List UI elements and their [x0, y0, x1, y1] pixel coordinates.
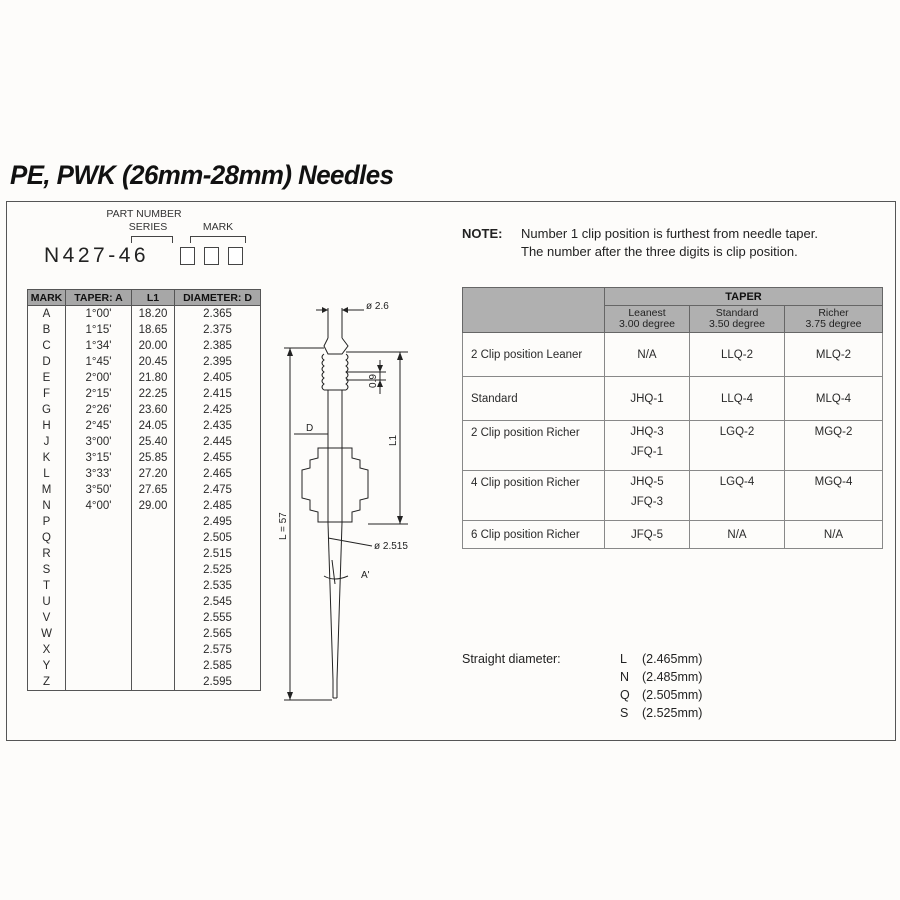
- table-row: [28, 658, 261, 674]
- diameter-value: (2.485mm): [642, 670, 703, 684]
- cell-taper-value: [785, 333, 883, 377]
- cell-taper: [66, 562, 132, 578]
- cell-taper-value: [690, 333, 785, 377]
- cell-taper: [66, 578, 132, 594]
- page-title: PE, PWK (26mm-28mm) Needles: [10, 160, 394, 190]
- needle-code: JHQ-3: [630, 426, 664, 438]
- cell-taper-value: [690, 421, 785, 471]
- col-standard-name: Standard: [715, 307, 759, 319]
- cell-mark: S: [28, 562, 66, 578]
- cell-l1: 23.60: [132, 402, 175, 418]
- diameter-mark: N: [620, 670, 630, 684]
- total-length-label: L = 57: [278, 512, 289, 540]
- cell-l1: 25.85: [132, 450, 175, 466]
- cell-taper: 1°34': [66, 338, 132, 354]
- mark-label: MARK: [202, 221, 234, 233]
- diameter-mark: L: [620, 652, 627, 666]
- col-leanest-degree: 3.00 degree: [618, 318, 676, 330]
- needle-code: MLQ-2: [815, 348, 852, 361]
- table-row: [463, 377, 883, 421]
- table-row: [28, 434, 261, 450]
- cell-taper: 4°00': [66, 498, 132, 514]
- header-taper: TAPER: A: [66, 290, 132, 306]
- list-item: [620, 706, 702, 720]
- cell-mark: A: [28, 306, 66, 323]
- cell-diameter: 2.515: [175, 546, 261, 562]
- cell-mark: L: [28, 466, 66, 482]
- cell-diameter: 2.545: [175, 594, 261, 610]
- cell-taper-value: [785, 471, 883, 521]
- cell-l1: 20.00: [132, 338, 175, 354]
- cell-l1: [132, 562, 175, 578]
- table-row: [28, 498, 261, 514]
- cell-mark: Z: [28, 674, 66, 691]
- cell-diameter: 2.405: [175, 370, 261, 386]
- cell-mark: W: [28, 626, 66, 642]
- table-row: [28, 594, 261, 610]
- col-richer-name: Richer: [818, 307, 849, 319]
- taper-group-header: TAPER: [605, 288, 883, 306]
- straight-diameter-label: Straight diameter:: [462, 652, 561, 666]
- col-richer-degree: 3.75 degree: [805, 318, 862, 330]
- needle-code: JHQ-5: [630, 476, 664, 488]
- cell-taper: 2°15': [66, 386, 132, 402]
- cell-taper: 3°15': [66, 450, 132, 466]
- needle-code: JFQ-3: [631, 496, 663, 508]
- cell-diameter: 2.395: [175, 354, 261, 370]
- cell-mark: Q: [28, 530, 66, 546]
- cell-taper-value: [605, 421, 690, 471]
- taper-angle-label: A': [361, 570, 370, 581]
- cell-mark: N: [28, 498, 66, 514]
- part-box-3: [228, 247, 243, 265]
- part-box-1: [180, 247, 195, 265]
- cell-taper: [66, 674, 132, 691]
- cell-mark: T: [28, 578, 66, 594]
- cell-mark: D: [28, 354, 66, 370]
- table-row: [463, 471, 883, 521]
- cell-l1: [132, 546, 175, 562]
- table-row: [463, 333, 883, 377]
- cell-taper: [66, 642, 132, 658]
- table-row: [28, 578, 261, 594]
- needle-code: N/A: [727, 528, 747, 541]
- cell-mark: M: [28, 482, 66, 498]
- d-label: D: [306, 423, 314, 434]
- cell-taper: [66, 514, 132, 530]
- list-item: [620, 688, 702, 702]
- cell-taper: [66, 610, 132, 626]
- cell-taper: 3°00': [66, 434, 132, 450]
- diameter-mark: Q: [620, 688, 630, 702]
- cell-diameter: 2.475: [175, 482, 261, 498]
- table-row: [28, 306, 261, 323]
- cell-taper-value: [785, 421, 883, 471]
- table-row: [28, 546, 261, 562]
- series-bracket: [131, 236, 173, 243]
- part-number-code: N427-46: [44, 244, 150, 267]
- cell-taper-value: [605, 333, 690, 377]
- table-row: [28, 402, 261, 418]
- cell-mark: C: [28, 338, 66, 354]
- note-line-1: Number 1 clip position is furthest from needle taper.: [521, 226, 818, 241]
- cell-diameter: 2.565: [175, 626, 261, 642]
- table-row: [28, 610, 261, 626]
- cell-taper: 1°00': [66, 306, 132, 323]
- cell-l1: 27.65: [132, 482, 175, 498]
- cell-l1: 25.40: [132, 434, 175, 450]
- cell-diameter: 2.385: [175, 338, 261, 354]
- cell-taper-value: [605, 377, 690, 421]
- cell-taper: 3°50': [66, 482, 132, 498]
- cell-taper: 1°45': [66, 354, 132, 370]
- cell-diameter: 2.595: [175, 674, 261, 691]
- table-row: [28, 338, 261, 354]
- cell-mark: B: [28, 322, 66, 338]
- col-standard: [690, 306, 785, 333]
- cell-diameter: 2.525: [175, 562, 261, 578]
- cell-diameter: 2.445: [175, 434, 261, 450]
- row-label: 2 Clip position Richer: [463, 421, 605, 471]
- clip-taper-table: [462, 287, 883, 549]
- cell-taper-value: [690, 377, 785, 421]
- cell-taper: 2°45': [66, 418, 132, 434]
- cell-mark: K: [28, 450, 66, 466]
- cell-l1: [132, 658, 175, 674]
- cell-taper: [66, 530, 132, 546]
- col-leanest-name: Leanest: [628, 307, 666, 319]
- cell-l1: [132, 594, 175, 610]
- table-row: [28, 450, 261, 466]
- needle-code: JFQ-1: [631, 446, 663, 458]
- cell-l1: 29.00: [132, 498, 175, 514]
- cell-taper-value: [785, 521, 883, 549]
- cell-mark: G: [28, 402, 66, 418]
- table-row: [463, 521, 883, 549]
- needle-mark-table: [27, 289, 261, 691]
- cell-diameter: 2.415: [175, 386, 261, 402]
- cell-diameter: 2.555: [175, 610, 261, 626]
- note-line-2: The number after the three digits is clip position.: [521, 244, 798, 259]
- cell-taper: 3°33': [66, 466, 132, 482]
- row-label: 4 Clip position Richer: [463, 471, 605, 521]
- table-row: [28, 386, 261, 402]
- header-l1: L1: [132, 290, 175, 306]
- table-row: [28, 562, 261, 578]
- needle-code: LGQ-2: [719, 426, 755, 438]
- cell-taper-value: [605, 471, 690, 521]
- cell-taper: [66, 594, 132, 610]
- diameter-value: (2.525mm): [642, 706, 703, 720]
- groove-label: 0.9: [368, 374, 379, 388]
- mark-bracket: [190, 236, 246, 243]
- needle-diagram: [268, 288, 458, 722]
- needle-code: N/A: [637, 348, 657, 361]
- cell-l1: [132, 642, 175, 658]
- cell-diameter: 2.585: [175, 658, 261, 674]
- table-row: [28, 322, 261, 338]
- table-row: [28, 514, 261, 530]
- cell-diameter: 2.425: [175, 402, 261, 418]
- cell-mark: H: [28, 418, 66, 434]
- table-row: [28, 370, 261, 386]
- cell-mark: P: [28, 514, 66, 530]
- table-row: [28, 354, 261, 370]
- cell-l1: 21.80: [132, 370, 175, 386]
- needle-code: LLQ-4: [721, 392, 753, 405]
- cell-diameter: 2.495: [175, 514, 261, 530]
- l1-label: L1: [388, 434, 399, 446]
- table-row: [463, 421, 883, 471]
- needle-code: LLQ-2: [721, 348, 753, 361]
- cell-taper: [66, 546, 132, 562]
- diameter-value: (2.505mm): [642, 688, 703, 702]
- needle-code: JHQ-1: [630, 392, 664, 405]
- needle-code: MLQ-4: [815, 392, 852, 405]
- cell-diameter: 2.535: [175, 578, 261, 594]
- diameter-mark: S: [620, 706, 629, 720]
- cell-mark: R: [28, 546, 66, 562]
- table-row: [28, 642, 261, 658]
- header-diameter: DIAMETER: D: [175, 290, 261, 306]
- cell-mark: V: [28, 610, 66, 626]
- cell-l1: 27.20: [132, 466, 175, 482]
- col-leanest: [605, 306, 690, 333]
- cell-taper-value: [785, 377, 883, 421]
- table-row: [28, 482, 261, 498]
- cell-taper: [66, 626, 132, 642]
- cell-l1: 18.65: [132, 322, 175, 338]
- table-row: [28, 674, 261, 691]
- cell-diameter: 2.375: [175, 322, 261, 338]
- row-label: 6 Clip position Richer: [463, 521, 605, 549]
- table-row: [28, 466, 261, 482]
- cell-l1: [132, 578, 175, 594]
- row-label: Standard: [463, 377, 605, 421]
- part-number-label: PART NUMBER: [106, 208, 182, 220]
- table-row: [28, 626, 261, 642]
- taper-corner: [463, 288, 605, 333]
- cell-taper: 2°00': [66, 370, 132, 386]
- cell-diameter: 2.365: [175, 306, 261, 323]
- needle-code: MGQ-2: [814, 426, 853, 438]
- table-row: [28, 530, 261, 546]
- cell-mark: F: [28, 386, 66, 402]
- cell-l1: 24.05: [132, 418, 175, 434]
- list-item: [620, 652, 702, 666]
- cell-l1: [132, 626, 175, 642]
- cell-diameter: 2.575: [175, 642, 261, 658]
- mark-table-header: [28, 290, 261, 306]
- cell-taper-value: [690, 521, 785, 549]
- needle-code: JFQ-5: [631, 528, 663, 541]
- col-richer: [785, 306, 883, 333]
- needle-code: MGQ-4: [814, 476, 853, 488]
- cell-l1: [132, 610, 175, 626]
- cell-diameter: 2.435: [175, 418, 261, 434]
- header-mark: MARK: [28, 290, 66, 306]
- list-item: [620, 670, 702, 684]
- dia-top-label: ø 2.6: [366, 301, 389, 312]
- diameter-value: (2.465mm): [642, 652, 703, 666]
- note-label: NOTE:: [462, 226, 503, 241]
- row-label: 2 Clip position Leaner: [463, 333, 605, 377]
- cell-diameter: 2.455: [175, 450, 261, 466]
- cell-taper: 2°26': [66, 402, 132, 418]
- needle-code: LGQ-4: [719, 476, 755, 488]
- cell-diameter: 2.505: [175, 530, 261, 546]
- part-box-2: [204, 247, 219, 265]
- cell-l1: [132, 530, 175, 546]
- cell-taper-value: [690, 471, 785, 521]
- cell-l1: 18.20: [132, 306, 175, 323]
- cell-l1: 22.25: [132, 386, 175, 402]
- cell-l1: [132, 674, 175, 691]
- cell-diameter: 2.485: [175, 498, 261, 514]
- cell-taper-value: [605, 521, 690, 549]
- cell-mark: Y: [28, 658, 66, 674]
- cell-mark: J: [28, 434, 66, 450]
- cell-mark: E: [28, 370, 66, 386]
- cell-mark: X: [28, 642, 66, 658]
- needle-code: N/A: [823, 528, 844, 541]
- cell-taper: [66, 658, 132, 674]
- col-standard-degree: 3.50 degree: [708, 318, 766, 330]
- cell-taper: 1°15': [66, 322, 132, 338]
- cell-l1: 20.45: [132, 354, 175, 370]
- cell-mark: U: [28, 594, 66, 610]
- cell-diameter: 2.465: [175, 466, 261, 482]
- series-label: SERIES: [128, 221, 168, 233]
- dia-taper-label: ø 2.515: [374, 541, 408, 552]
- table-row: [28, 418, 261, 434]
- cell-l1: [132, 514, 175, 530]
